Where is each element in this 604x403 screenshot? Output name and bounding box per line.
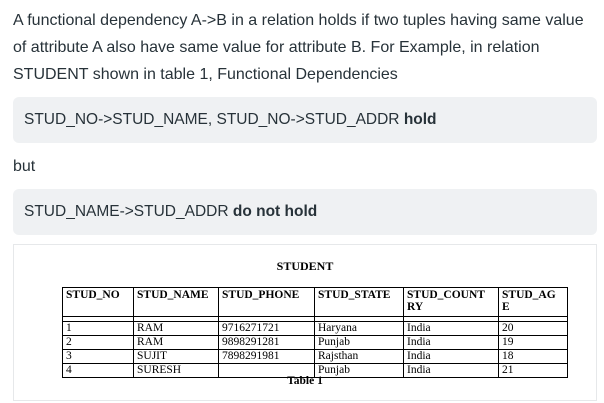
table-cell: India bbox=[404, 350, 499, 364]
table-row bbox=[63, 322, 568, 336]
table-cell: SUJIT bbox=[134, 350, 219, 364]
table-cell: 19 bbox=[499, 336, 568, 350]
table-row bbox=[63, 336, 568, 350]
code-emphasis: hold bbox=[403, 111, 437, 128]
table-cell: 3 bbox=[63, 350, 134, 364]
code-emphasis: do not hold bbox=[232, 203, 318, 220]
table-row bbox=[63, 350, 568, 364]
intro-paragraph: A functional dependency A->B in a relation holds if two tuples having same value of attribute A also have same value for attribute B. For Example, in relation STUDENT shown in table 1, Functional Dependencies bbox=[13, 12, 584, 83]
table-cell: Haryana bbox=[315, 322, 404, 336]
table-cell: 2 bbox=[63, 336, 134, 350]
table-cell: 9716271721 bbox=[219, 322, 315, 336]
connector-text: but bbox=[13, 158, 36, 175]
table-figure bbox=[13, 244, 597, 401]
column-header: STUD_COUNT RY bbox=[404, 288, 499, 317]
table-cell: 21 bbox=[499, 364, 568, 378]
column-header: STUD_PHONE bbox=[219, 288, 315, 317]
table-header-row bbox=[63, 288, 568, 317]
table-cell: Punjab bbox=[315, 336, 404, 350]
student-table bbox=[62, 287, 568, 378]
table-cell: 4 bbox=[63, 364, 134, 378]
table-cell: 20 bbox=[499, 322, 568, 336]
table-cell: SURESH bbox=[134, 364, 219, 378]
code-text: STUD_NAME->STUD_ADDR bbox=[24, 203, 233, 220]
table-cell: 1 bbox=[63, 322, 134, 336]
table-cell: India bbox=[404, 322, 499, 336]
column-header: STUD_STATE bbox=[315, 288, 404, 317]
code-block-not-hold bbox=[13, 189, 597, 235]
column-header: STUD_NAME bbox=[134, 288, 219, 317]
table-cell: 18 bbox=[499, 350, 568, 364]
table-cell: Punjab bbox=[315, 364, 404, 378]
table-cell: India bbox=[404, 364, 499, 378]
table-cell: RAM bbox=[134, 336, 219, 350]
table-cell: 9898291281 bbox=[219, 336, 315, 350]
column-header: STUD_AG E bbox=[499, 288, 568, 317]
table-cell: 7898291981 bbox=[219, 350, 315, 364]
table-title: STUDENT bbox=[276, 259, 334, 273]
table-cell: India bbox=[404, 336, 499, 350]
table-cell: Rajsthan bbox=[315, 350, 404, 364]
code-text: STUD_NO->STUD_NAME, STUD_NO->STUD_ADDR bbox=[24, 111, 404, 128]
column-header: STUD_NO bbox=[63, 288, 134, 317]
table-caption: Table 1 bbox=[287, 375, 323, 387]
table-cell: RAM bbox=[134, 322, 219, 336]
code-block-hold bbox=[13, 97, 597, 143]
